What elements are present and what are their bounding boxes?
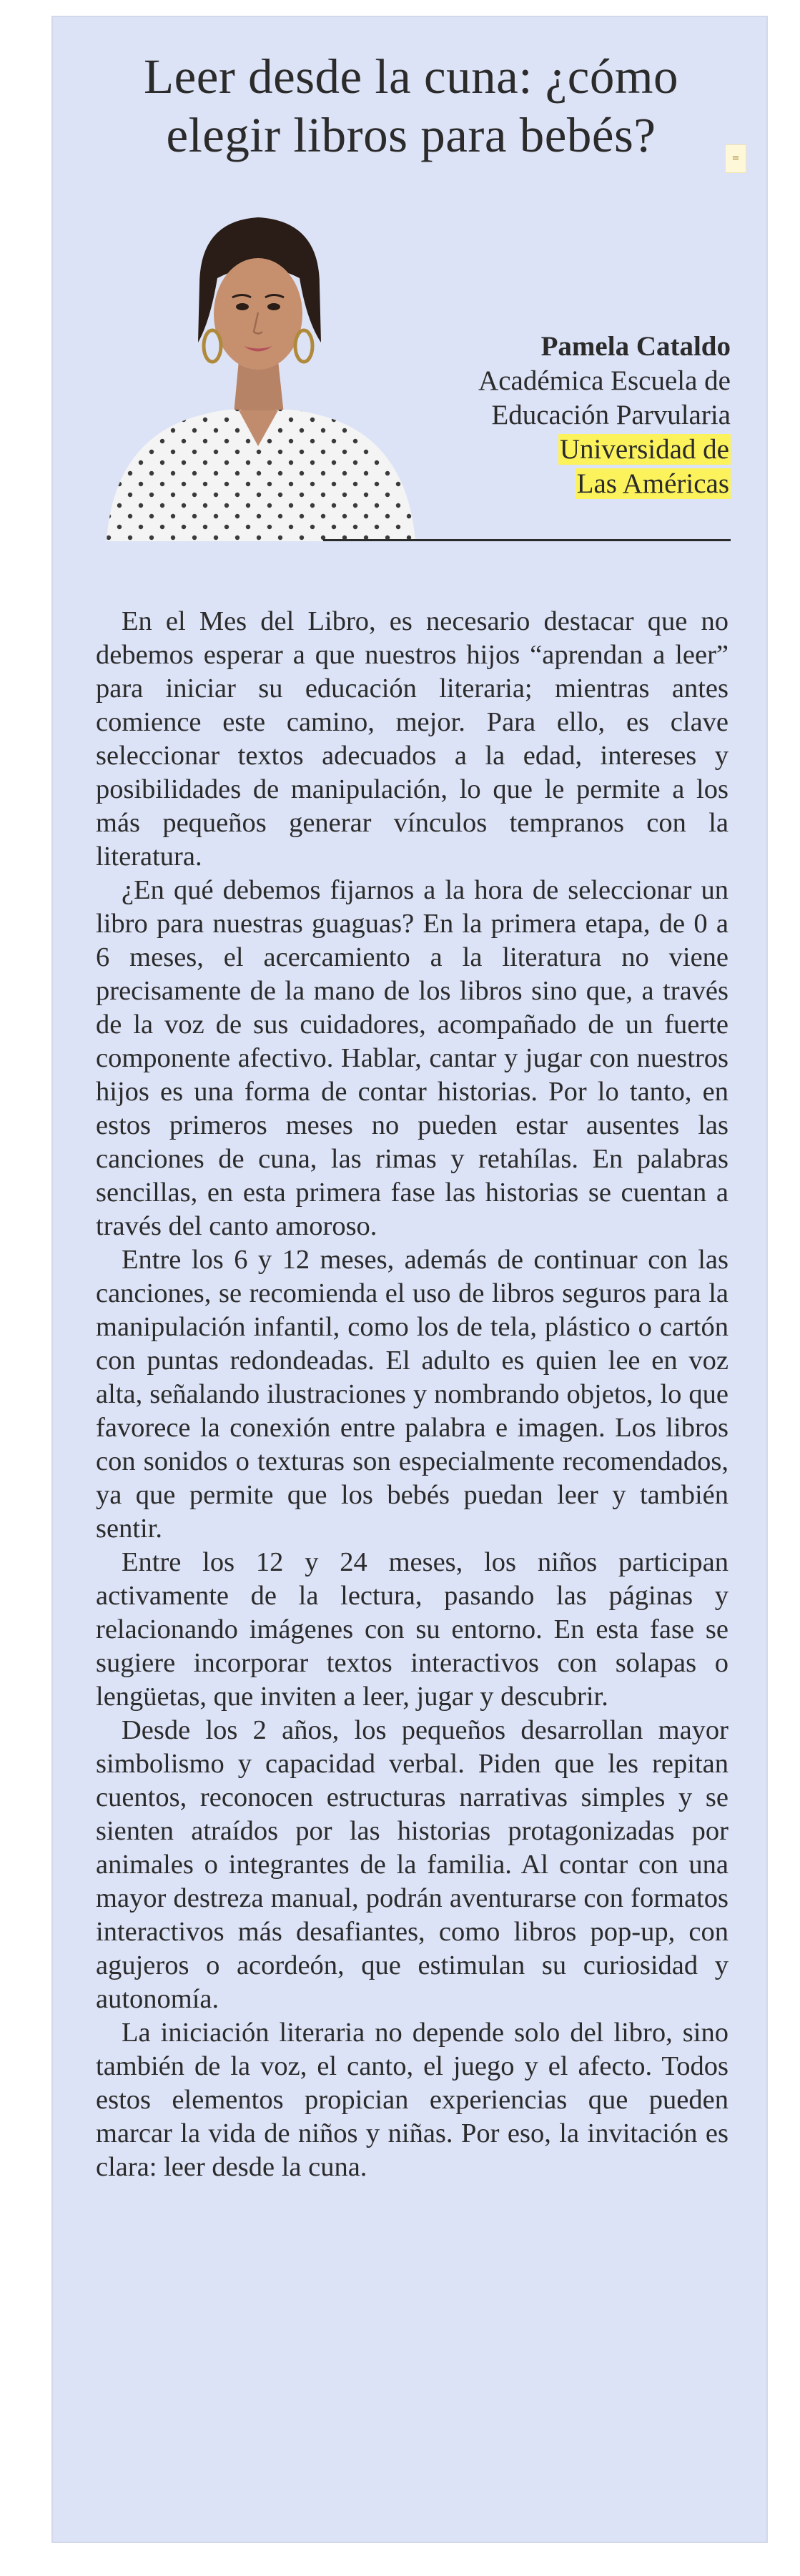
author-portrait [92,199,428,541]
author-institution-line-2: Las Américas [576,468,729,499]
author-block [416,330,731,501]
body-paragraph: La iniciación literaria no depende solo del libro, sino también de la voz, el canto, el juego y el afecto. Todos estos elementos propician experiencias que pueden marcar la vida de niños y niñas. Por eso, la invitación es clara: leer desde la cuna. [96,2018,729,2182]
author-role-line-2: Educación Parvularia [491,400,731,430]
author-name: Pamela Cataldo [540,331,731,362]
body-paragraph: En el Mes del Libro, es necesario destacar que no debemos esperar a que nuestros hijos “aprendan a leer” para iniciar su educación literaria; mientras antes comience este camino, mejor. Para ello, es clave seleccionar textos adecuados a la edad, intereses y posibilidades de manipulación, lo que le permite a los más pequeños generar vínculos tempranos con la literatura. [96,606,729,872]
body-paragraph: ¿En qué debemos fijarnos a la hora de seleccionar un libro para nuestras guaguas? En la primera etapa, de 0 a 6 meses, el acercamiento a la literatura no viene precisamente de la mano de los libros sino que, a través de la voz de sus cuidadores, acompañado de un fuerte componente afectivo. Hablar, cantar y jugar con nuestros hijos es una forma de contar historias. Por lo tanto, en estos primeros meses no pueden estar ausentes las canciones de cuna, las rimas y retahílas. En palabras sencillas, en esta primera fase las historias se cuentan a través del canto amoroso. [96,875,729,1241]
body-paragraph: Desde los 2 años, los pequeños desarrollan mayor simbolismo y capacidad verbal. Piden que les repitan cuentos, reconocen estructuras narrativas simples y se sienten atraídos por las historias protagonizadas por animales o integrantes de la familia. Al contar con una mayor destreza manual, podrán aventurarse con formatos interactivos más desafiantes, como libros pop-up, con agujeros o acordeón, que estimulan su curiosidad y autonomía. [96,1715,729,2014]
comment-icon[interactable]: ≡ [725,144,746,173]
body-paragraph: Entre los 6 y 12 meses, además de continuar con las canciones, se recomienda el uso de libros seguros para la manipulación infantil, como los de tela, plástico o cartón con puntas redondeadas. El adulto es quien lee en voz alta, señalando ilustraciones y nombrando objetos, lo que favorece la conexión entre palabra e imagen. Los libros con sonidos o texturas son especialmente recomendados, ya que permite que los bebés puedan leer y también sentir. [96,1245,729,1544]
article-title: Leer desde la cuna: ¿cómo elegir libros para bebés? [143,49,679,162]
author-institution-line-1: Universidad de [559,434,729,465]
body-paragraph: Entre los 12 y 24 meses, los niños participan activamente de la lectura, pasando las páginas y relacionando imágenes con su entorno. En esta fase se sugiere incorporar textos interactivos con solapas o lengüetas, que inviten a leer, jugar y descubrir. [96,1547,729,1712]
article-body [96,605,729,2184]
author-role-line-1: Académica Escuela de [478,365,731,396]
author-divider [323,539,731,541]
article-column [51,16,768,2543]
